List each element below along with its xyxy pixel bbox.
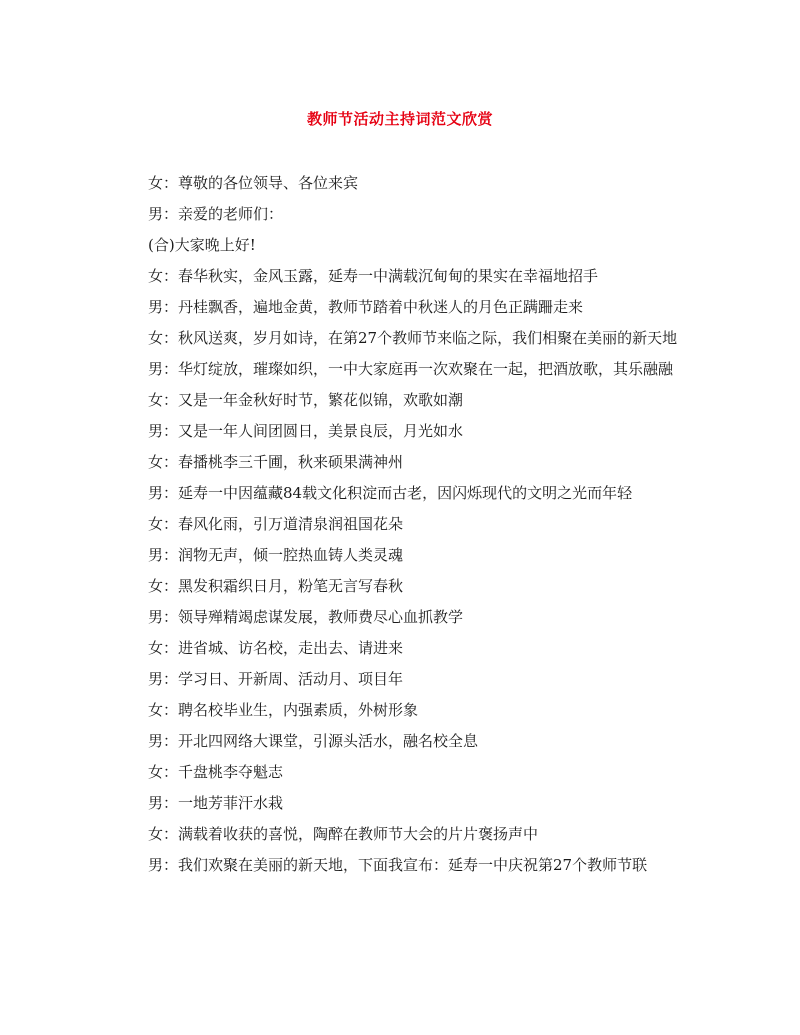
paragraph: 男：润物无声，倾一腔热血铸人类灵魂 [148, 546, 404, 564]
paragraph: 男：一地芳菲汗水栽 [148, 794, 284, 812]
paragraph: 男：我们欢聚在美丽的新天地，下面我宣布：延寿一中庆祝第27个教师节联 [148, 856, 648, 874]
paragraph: 男：华灯绽放，璀璨如织，一中大家庭再一次欢聚在一起，把酒放歌，其乐融融 [148, 360, 674, 378]
paragraph: 女：春华秋实，金风玉露，延寿一中满载沉甸甸的果实在幸福地招手 [148, 267, 599, 285]
document-title: 教师节活动主持词范文欣赏 [306, 110, 493, 128]
paragraph: 男：又是一年人间团圆日，美景良辰，月光如水 [148, 422, 464, 440]
paragraph: 女：黑发积霜织日月，粉笔无言写春秋 [148, 577, 404, 595]
paragraph: 男：领导殚精竭虑谋发展，教师费尽心血抓教学 [148, 608, 464, 626]
paragraph: 女：秋风送爽，岁月如诗，在第27个教师节来临之际，我们相聚在美丽的新天地 [148, 329, 678, 347]
paragraph: 男：亲爱的老师们： [148, 205, 284, 223]
paragraph: 男：丹桂飘香，遍地金黄，教师节踏着中秋迷人的月色正蹒跚走来 [148, 298, 584, 316]
paragraph: 女：尊敬的各位领导、各位来宾 [148, 174, 359, 192]
paragraph: (合)大家晚上好! [148, 236, 256, 254]
paragraph: 女：千盘桃李夺魁志 [148, 763, 284, 781]
paragraph: 女：春风化雨，引万道清泉润祖国花朵 [148, 515, 404, 533]
paragraph: 男：学习日、开新周、活动月、项目年 [148, 670, 404, 688]
document-body [116, 168, 686, 881]
paragraph: 男：延寿一中因蕴藏84载文化积淀而古老，因闪烁现代的文明之光而年轻 [148, 484, 633, 502]
paragraph: 女：进省城、访名校，走出去、请进来 [148, 639, 404, 657]
paragraph: 女：满载着收获的喜悦，陶醉在教师节大会的片片褒扬声中 [148, 825, 539, 843]
paragraph: 女：春播桃李三千圃，秋来硕果满神州 [148, 453, 404, 471]
paragraph: 女：聘名校毕业生，内强素质，外树形象 [148, 701, 419, 719]
paragraph: 女：又是一年金秋好时节，繁花似锦，欢歌如潮 [148, 391, 464, 409]
paragraph: 男：开北四网络大课堂，引源头活水，融名校全息 [148, 732, 479, 750]
